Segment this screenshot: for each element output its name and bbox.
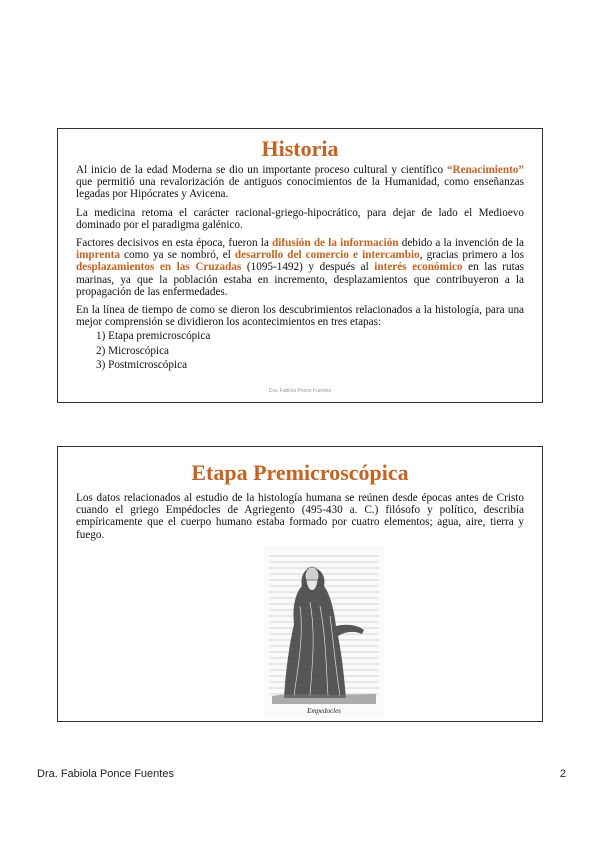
page-number: 2: [559, 768, 566, 780]
text-run: , gracias primero a los: [419, 249, 524, 262]
paragraph: [76, 237, 524, 298]
list-item: 1) Etapa premicroscópica: [96, 330, 211, 343]
text-run: Los datos relacionados al estudio de la histología humana se reúnen desde épocas antes de Cristo cuando el griego Empédocles de Agriegento (495-430 a. C.) filósofo y político, describía empíricamente que el cuerpo humano estaba formado por cuatro elementos; agua, aire, tierra y fuego.: [76, 492, 524, 541]
slide-title: Historia: [261, 136, 339, 161]
image-caption: Empedocles: [307, 707, 341, 715]
text-run: en las rutas marinas, ya que la población estaba en incremento, desplazamientos que contribuyeron a la propagación de las enfermedades.: [76, 261, 525, 298]
slide-body: [58, 164, 542, 371]
highlight-text: interés económico: [374, 261, 463, 274]
text-run: que permitió una revalorización de antiguos conocimientos de la Humanidad, como enseñanzas legadas por Hipócrates y Avicena.: [76, 176, 524, 201]
text-run: como ya se nombró, el: [119, 249, 235, 262]
paragraph: [76, 207, 524, 231]
text-run: En la línea de tiempo de como se dieron los descubrimientos relacionados a la histología, para una mejor comprensión se dividieron los acontecimientos en tres etapas:: [76, 304, 524, 329]
text-run: Al inicio de la edad Moderna se dio un importante proceso cultural y científico: [76, 164, 447, 176]
page-footer-author: Dra. Fabiola Ponce Fuentes: [37, 768, 174, 780]
slide-historia: [57, 128, 543, 403]
text-run: debido a la invención de la: [398, 237, 524, 250]
highlight-text: desarrollo del comercio e intercambio: [234, 249, 420, 262]
highlight-text: imprenta: [76, 249, 120, 262]
highlight-text: “Renacimiento”: [446, 164, 524, 176]
list-item: 2) Microscópica: [96, 344, 170, 357]
text-run: Factores decisivos en esta época, fueron la: [76, 237, 273, 250]
engraving-portrait-empedocles: [264, 546, 384, 717]
text-run: (1095-1492) y después al: [241, 261, 375, 274]
highlight-text: difusión de la información: [272, 237, 399, 250]
slide-footer-author: Dra. Fabiola Ponce Fuentes: [268, 388, 332, 394]
paragraph: [76, 164, 524, 201]
slide-body: [58, 492, 542, 541]
paragraph: [76, 304, 524, 328]
stages-list: [96, 330, 524, 371]
portrait-illustration-icon: [264, 546, 384, 717]
highlight-text: desplazamientos en las Cruzadas: [76, 261, 242, 274]
text-run: La medicina retoma el carácter racional-griego-hipocrático, para dejar de lado el Medioevo dominado por el paradigma galénico.: [76, 206, 524, 231]
slide-etapa-premicroscopica: [57, 446, 543, 722]
list-item: 3) Postmicroscópica: [96, 358, 188, 371]
slide-title: Etapa Premicroscópica: [191, 460, 409, 485]
paragraph: [76, 492, 524, 541]
